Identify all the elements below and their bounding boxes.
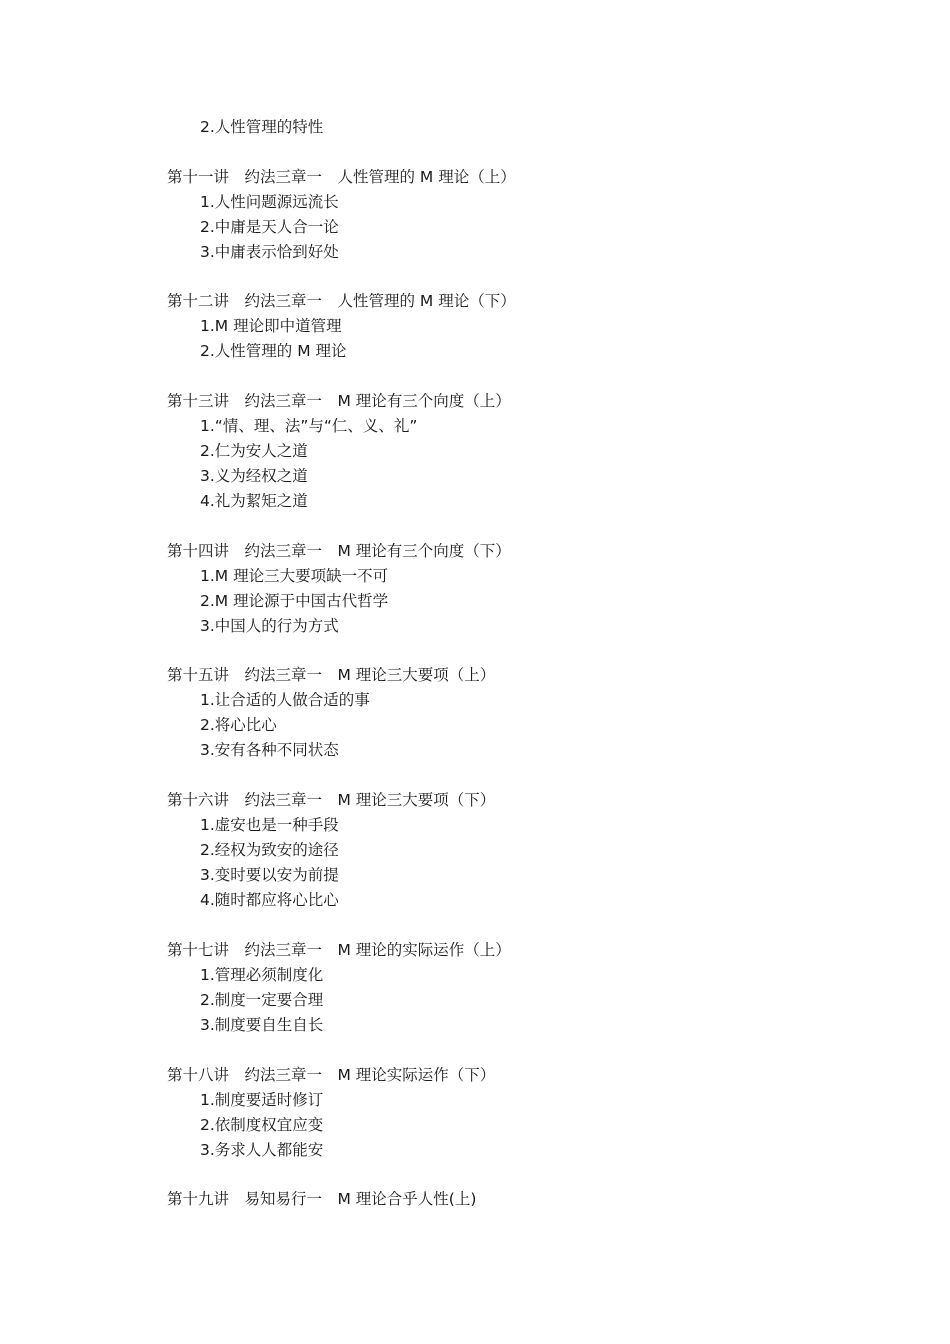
list-item: 2.将心比心 <box>200 716 277 735</box>
list-item: 1.M 理论三大要项缺一不可 <box>200 566 389 585</box>
table-of-contents <box>167 115 867 1212</box>
list-item: 2.中庸是天人合一论 <box>200 217 339 236</box>
list-item: 3.安有各种不同状态 <box>200 741 339 760</box>
spacer <box>167 364 867 389</box>
spacer <box>167 265 867 290</box>
list-item: 1.“情、理、法”与“仁、义、礼” <box>200 417 418 436</box>
list-item: 2.制度一定要合理 <box>200 990 324 1009</box>
lecture-heading: 第十三讲 约法三章一 M 理论有三个向度（上） <box>167 392 511 411</box>
spacer <box>167 514 867 539</box>
spacer <box>167 639 867 664</box>
lecture-heading: 第十八讲 约法三章一 M 理论实际运作（下） <box>167 1065 496 1084</box>
list-item: 4.礼为絜矩之道 <box>200 492 308 511</box>
list-item: 1.让合适的人做合适的事 <box>200 691 370 710</box>
list-item: 3.中庸表示恰到好处 <box>200 242 339 261</box>
list-item: 1.制度要适时修订 <box>200 1090 324 1109</box>
list-item: 2.依制度权宜应变 <box>200 1115 324 1134</box>
lecture-heading: 第十九讲 易知易行一 M 理论合乎人性(上) <box>167 1190 477 1209</box>
list-item: 3.制度要自生自长 <box>200 1015 324 1034</box>
list-item: 2.人性管理的 M 理论 <box>200 342 347 361</box>
lecture-heading: 第十二讲 约法三章一 人性管理的 M 理论（下） <box>167 292 516 311</box>
list-item: 3.义为经权之道 <box>200 467 308 486</box>
list-item: 3.中国人的行为方式 <box>200 616 339 635</box>
list-item: 3.变时要以安为前提 <box>200 866 339 885</box>
list-item: 1.人性问题源远流长 <box>200 192 339 211</box>
spacer <box>167 1038 867 1063</box>
list-item: 1.虚安也是一种手段 <box>200 816 339 835</box>
list-item: 4.随时都应将心比心 <box>200 891 339 910</box>
list-item: 1.M 理论即中道管理 <box>200 317 342 336</box>
list-item: 2.仁为安人之道 <box>200 442 308 461</box>
list-item: 3.务求人人都能安 <box>200 1140 324 1159</box>
spacer <box>167 913 867 938</box>
spacer <box>167 140 867 165</box>
list-item: 2.经权为致安的途径 <box>200 841 339 860</box>
list-item: 2.人性管理的特性 <box>200 118 324 136</box>
spacer <box>167 763 867 788</box>
spacer <box>167 1163 867 1188</box>
lecture-heading: 第十六讲 约法三章一 M 理论三大要项（下） <box>167 791 496 810</box>
list-item: 2.M 理论源于中国古代哲学 <box>200 591 389 610</box>
lecture-heading: 第十一讲 约法三章一 人性管理的 M 理论（上） <box>167 167 516 186</box>
list-item: 1.管理必须制度化 <box>200 965 324 984</box>
lecture-heading: 第十七讲 约法三章一 M 理论的实际运作（上） <box>167 940 511 959</box>
lecture-heading: 第十五讲 约法三章一 M 理论三大要项（上） <box>167 666 496 685</box>
lecture-heading: 第十四讲 约法三章一 M 理论有三个向度（下） <box>167 541 511 560</box>
